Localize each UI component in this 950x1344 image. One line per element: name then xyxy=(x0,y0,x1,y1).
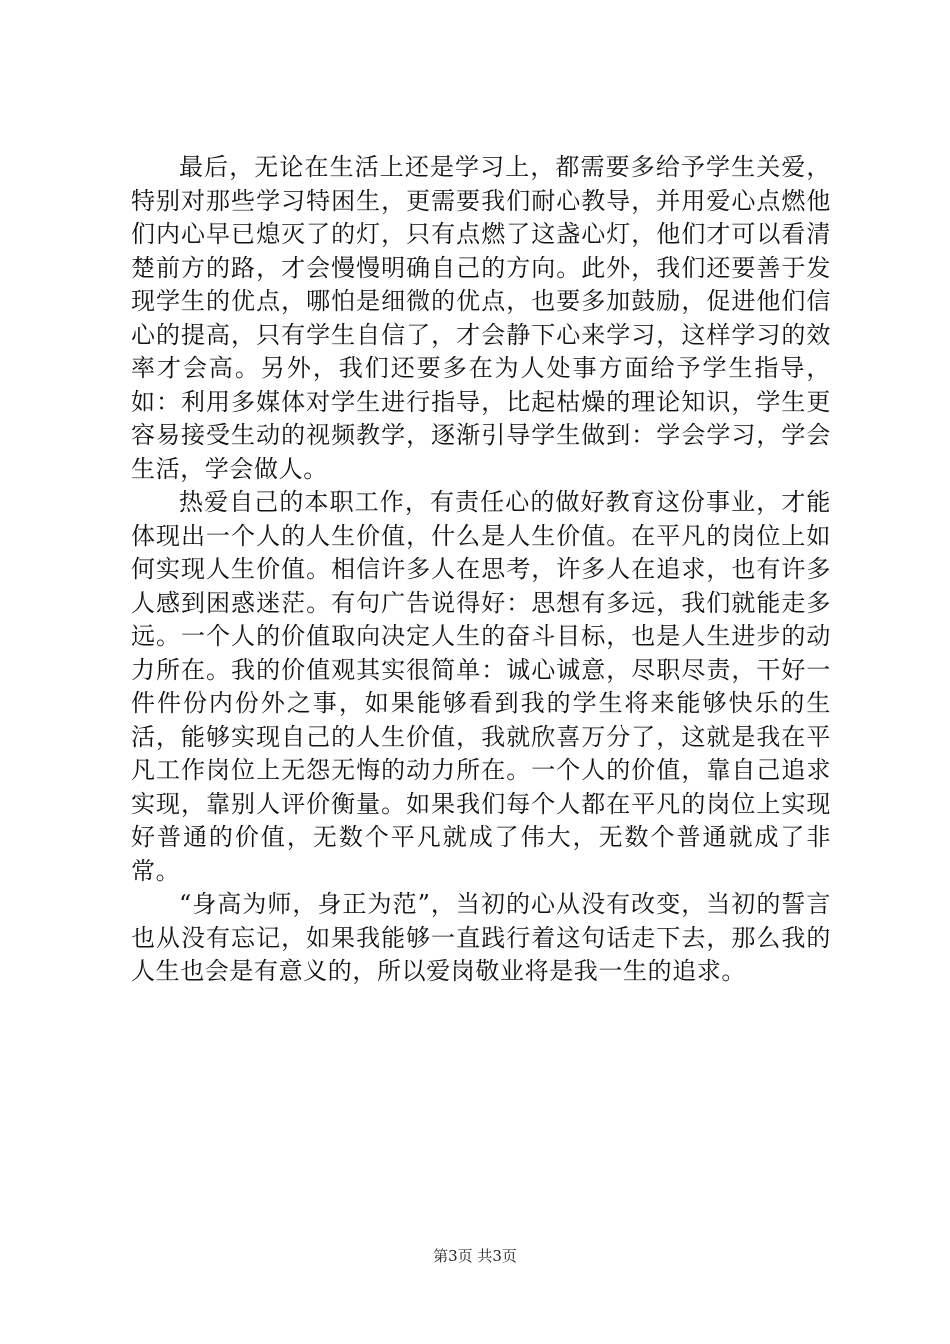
paragraph-life-value: 热爱自己的本职工作，有责任心的做好教育这份事业，才能体现出一个人的人生价值，什么是人生价值。在平凡的岗位上如何实现人生价值。相信许多人在思考，许多人在追求，也有许多人感到困惑迷茫。有句广告说得好：思想有多远，我们就能走多远。一个人的价值取向决定人生的奋斗目标，也是人生进步的动力所在。我的价值观其实很简单：诚心诚意，尽职尽责，干好一件件份内份外之事，如果能够看到我的学生将来能够快乐的生活，能够实现自己的人生价值，我就欣喜万分了，这就是我在平凡工作岗位上无怨无悔的动力所在。一个人的价值，靠自己追求实现，靠别人评价衡量。如果我们每个人都在平凡的岗位上实现好普通的价值，无数个平凡就成了伟大，无数个普通就成了非常。 xyxy=(131,488,831,885)
body-text xyxy=(131,151,831,989)
paragraph-teacher-motto: “身高为师，身正为范”，当初的心从没有改变，当初的誓言也从没有忘记，如果我能够一直践行着这句话走下去，那么我的人生也会是有意义的，所以爱岗敬业将是我一生的追求。 xyxy=(131,890,831,985)
paragraph-care-for-students: 最后，无论在生活上还是学习上，都需要多给予学生关爱，特别对那些学习特困生，更需要我们耐心教导，并用爱心点燃他们内心早已熄灭了的灯，只有点燃了这盏心灯，他们才可以看清楚前方的路，才会慢慢明确自己的方向。此外，我们还要善于发现学生的优点，哪怕是细微的优点，也要多加鼓励，促进他们信心的提高，只有学生自信了，才会静下心来学习，这样学习的效率才会高。另外，我们还要多在为人处事方面给予学生指导，如：利用多媒体对学生进行指导，比起枯燥的理论知识，学生更容易接受生动的视频教学，逐渐引导学生做到：学会学习，学会生活，学会做人。 xyxy=(131,153,831,483)
page-footer: 第3页 共3页 xyxy=(433,1247,517,1265)
